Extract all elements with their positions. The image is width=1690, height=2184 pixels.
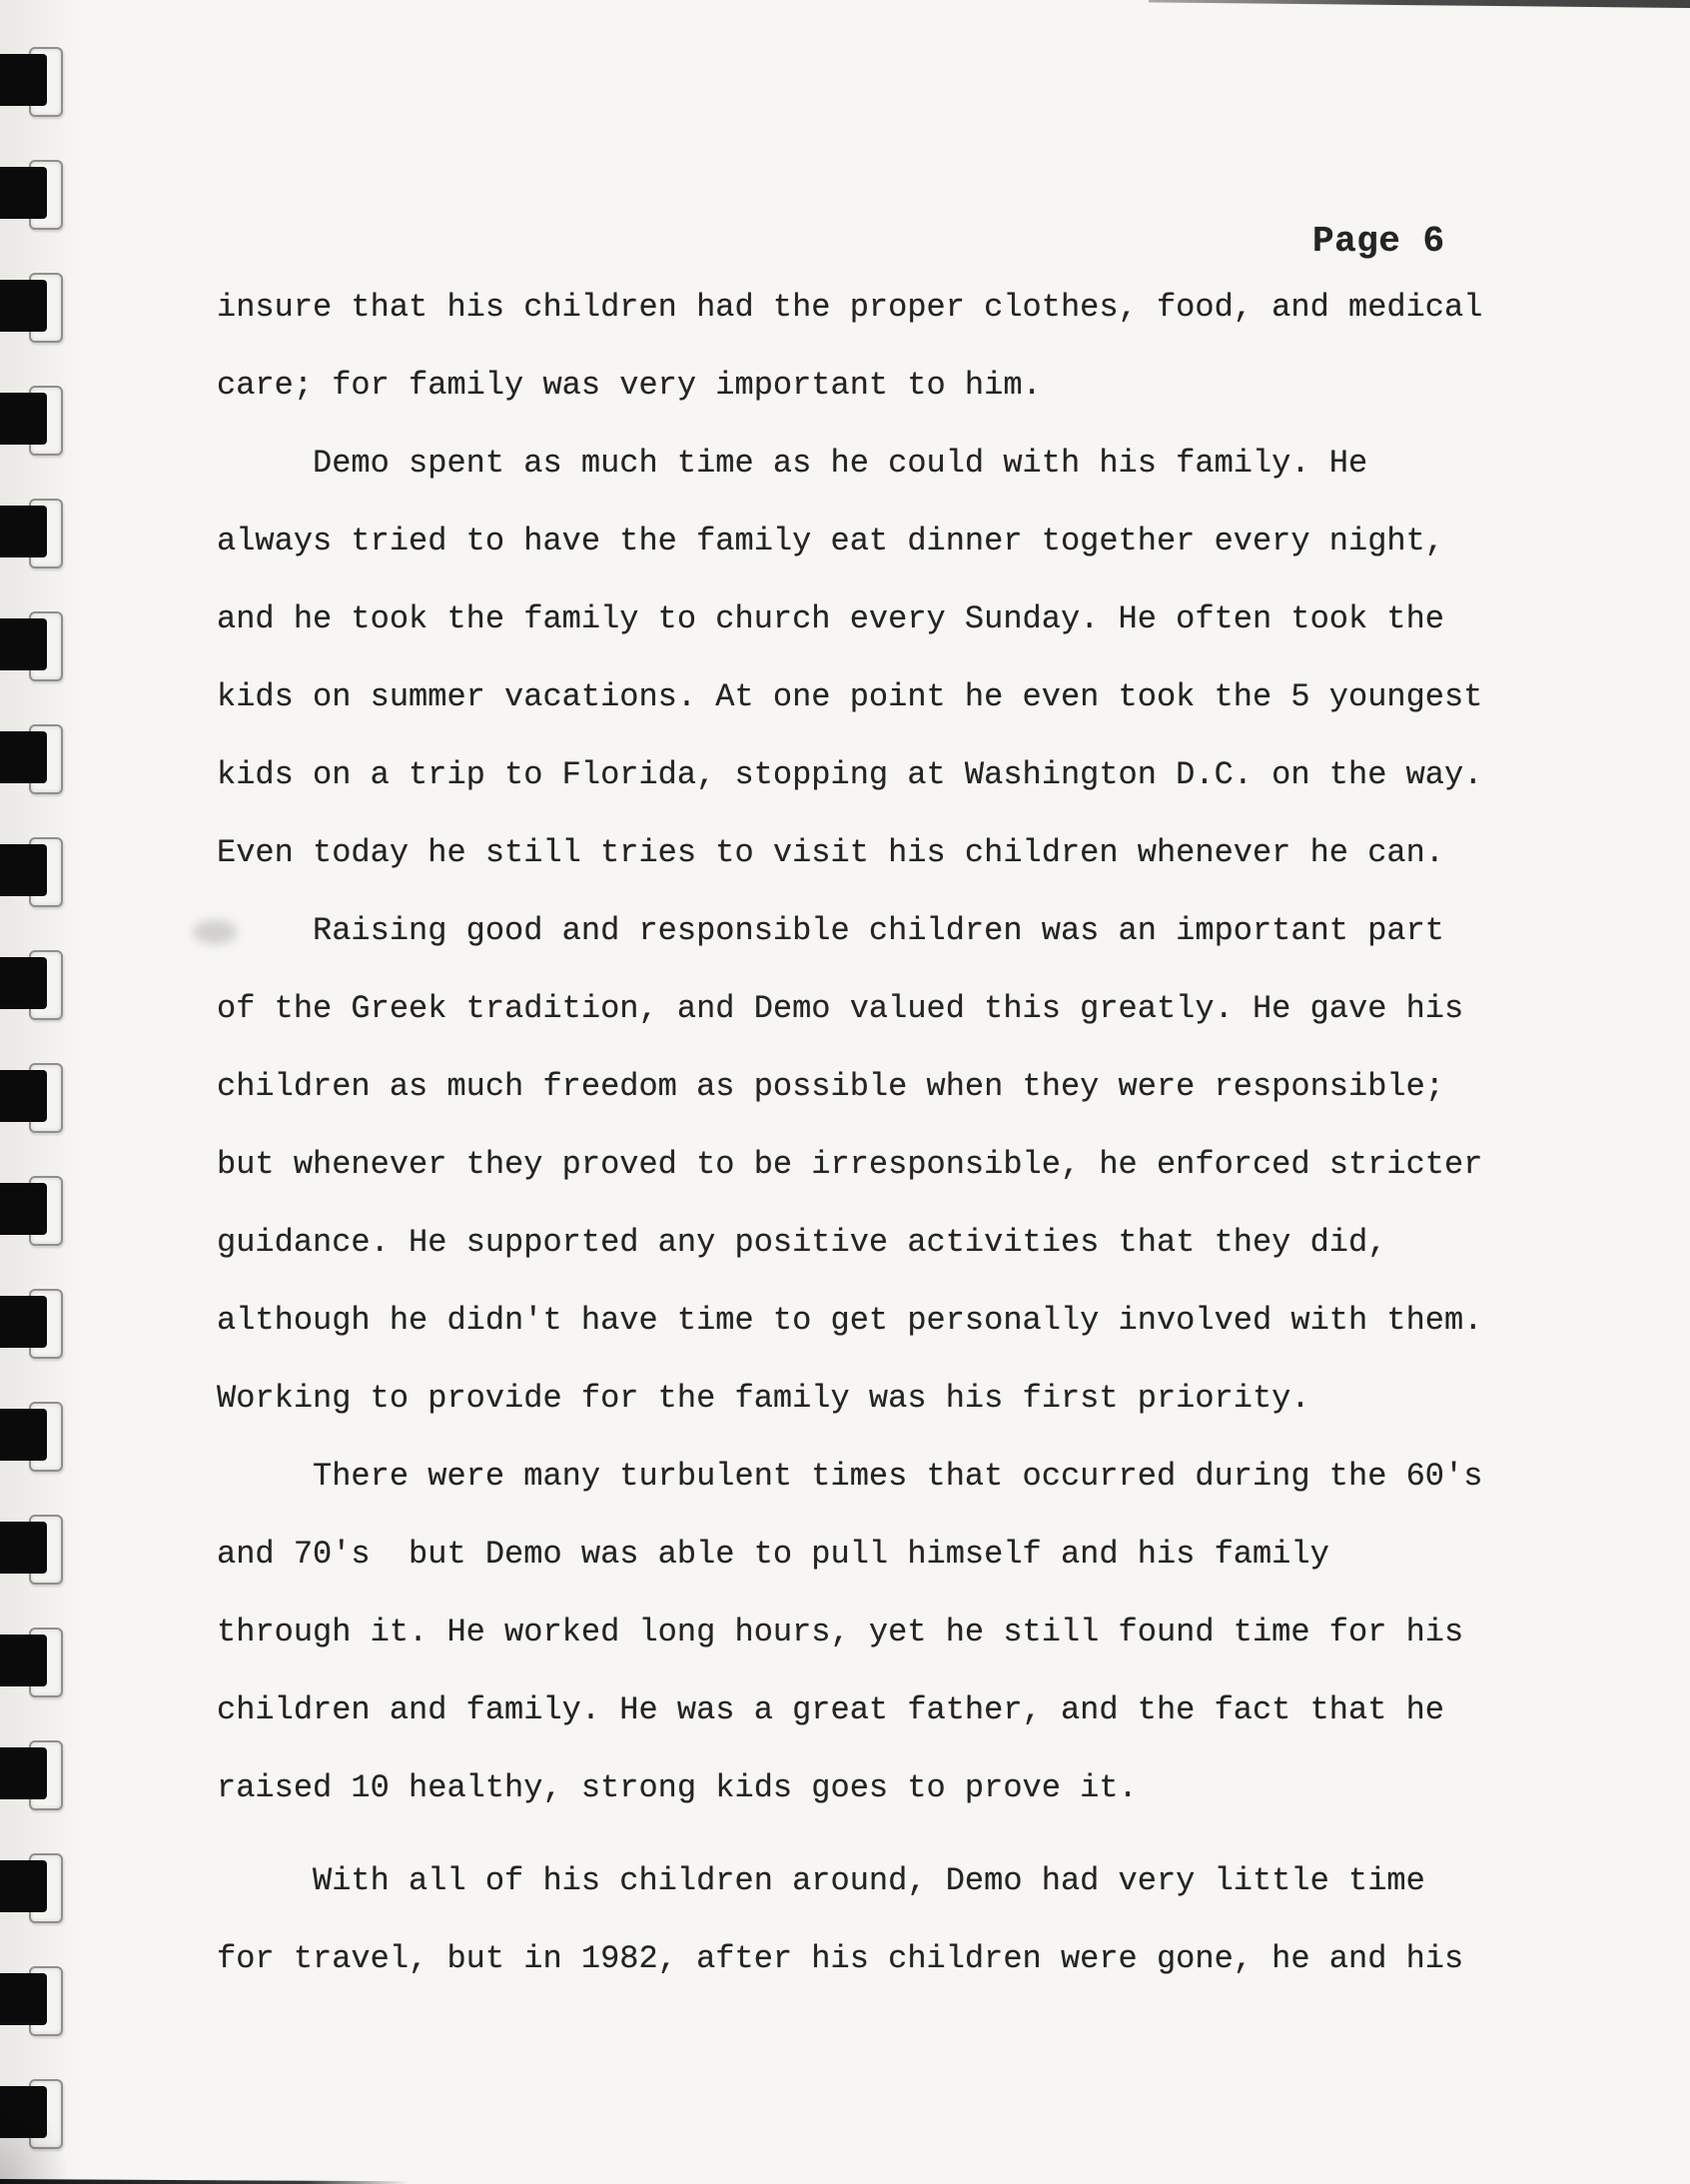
binding-bar [0, 506, 47, 557]
binding-tab [0, 1176, 62, 1242]
paragraph [217, 269, 1545, 425]
binding-bar [0, 1635, 47, 1686]
binding-bar [0, 1070, 47, 1122]
binding-tab [0, 160, 62, 226]
binding-bar [0, 280, 47, 332]
ink-smudge-artifact [193, 920, 237, 944]
binding-bar [0, 1183, 47, 1235]
paragraph [217, 1438, 1545, 1827]
binding-tab [0, 724, 62, 790]
binding-tab [0, 273, 62, 339]
binding-tab [0, 837, 62, 903]
binding-bar [0, 1973, 47, 2025]
text-line: With all of his children around, Demo had very little time [217, 1862, 1425, 1899]
binding-bar [0, 957, 47, 1009]
binding-bar [0, 1747, 47, 1799]
text-line: kids on summer vacations. At one point he even took the 5 youngest [217, 678, 1483, 715]
text-line: although he didn't have time to get personally involved with them. [217, 1302, 1483, 1339]
binding-tab [0, 1853, 62, 1919]
binding-bar [0, 1522, 47, 1574]
binding-tab [0, 499, 62, 564]
binding-tab [0, 1966, 62, 2032]
text-line: guidance. He supported any positive activities that they did, [217, 1224, 1387, 1261]
text-line: care; for family was very important to him. [217, 367, 1042, 404]
binding-tab [0, 1515, 62, 1581]
page-corner-shadow [0, 2088, 70, 2184]
text-line: Raising good and responsible children was an important part [217, 912, 1444, 949]
text-line: and 70's but Demo was able to pull himself and his family [217, 1536, 1329, 1573]
binding-bar [0, 731, 47, 783]
binding-bar [0, 844, 47, 896]
text-line: children and family. He was a great father, and the fact that he [217, 1691, 1444, 1728]
document-text [217, 269, 1545, 1998]
paragraph [217, 892, 1545, 1438]
binding-tab [0, 950, 62, 1016]
binding-tab [0, 1289, 62, 1355]
text-line: Demo spent as much time as he could with his family. He [217, 445, 1368, 482]
text-line: of the Greek tradition, and Demo valued this greatly. He gave his [217, 990, 1464, 1027]
binding-tab [0, 1063, 62, 1129]
page-number: Page 6 [1312, 221, 1445, 262]
paragraph [217, 425, 1545, 892]
binding-bar [0, 54, 47, 106]
binding-bar [0, 1296, 47, 1348]
binding-bar [0, 393, 47, 445]
text-line: but whenever they proved to be irresponsible, he enforced stricter [217, 1146, 1483, 1183]
text-line: There were many turbulent times that occurred during the 60's [217, 1458, 1483, 1495]
binding-tab [0, 611, 62, 677]
scan-edge-artifact-top [1149, 0, 1690, 8]
binding-bar [0, 1860, 47, 1912]
binding-bar [0, 618, 47, 670]
text-line: always tried to have the family eat dinner together every night, [217, 523, 1444, 559]
binding-tab [0, 1740, 62, 1806]
text-line: through it. He worked long hours, yet he still found time for his [217, 1614, 1464, 1650]
text-line: children as much freedom as possible when they were responsible; [217, 1068, 1444, 1105]
binding-bar [0, 167, 47, 219]
text-line: insure that his children had the proper clothes, food, and medical [217, 289, 1483, 326]
text-line: for travel, but in 1982, after his children were gone, he and his [217, 1940, 1464, 1977]
text-line: and he took the family to church every Sunday. He often took the [217, 600, 1444, 637]
binding-tab [0, 1402, 62, 1468]
text-line: Working to provide for the family was his first priority. [217, 1380, 1310, 1417]
text-line: raised 10 healthy, strong kids goes to prove it. [217, 1769, 1138, 1806]
comb-binding [0, 0, 70, 2184]
binding-tab [0, 386, 62, 452]
binding-bar [0, 1409, 47, 1461]
binding-tab [0, 47, 62, 113]
text-line: kids on a trip to Florida, stopping at Washington D.C. on the way. [217, 756, 1483, 793]
paragraph [217, 1842, 1545, 1998]
binding-tab [0, 1628, 62, 1693]
text-line: Even today he still tries to visit his children whenever he can. [217, 834, 1444, 871]
